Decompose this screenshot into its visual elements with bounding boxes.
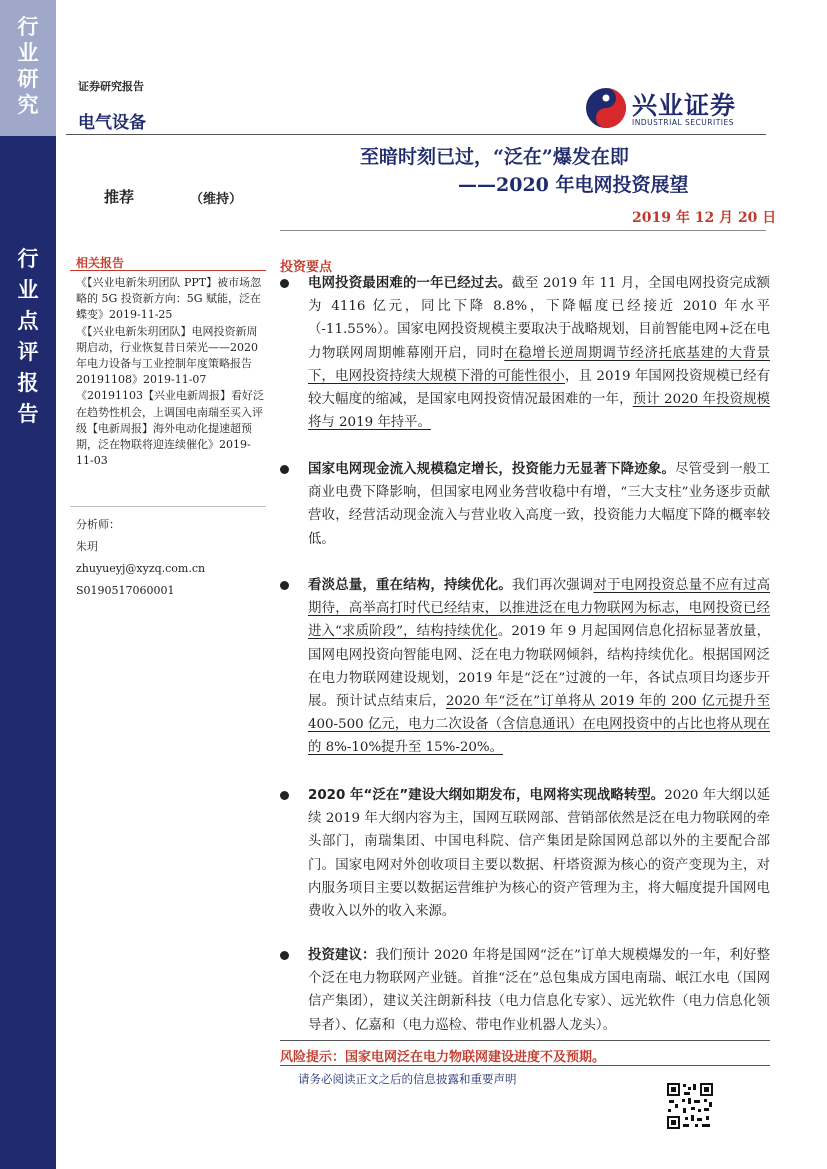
analyst-label: 分析师： [76,518,120,531]
key-point-body: 我们预计 2020 年将是国网“泛在”订单大规模爆发的一年，利好整个泛在电力物联网产业链。首推“泛在”总包集成方国电南瑞、岷江水电（国网信产集团），建议关注朗新科技（电力信息化专家）、远光软件（电力信息化领导者）、亿嘉和（电力巡检、带电作业机器人龙头）。 [308,948,771,1033]
key-point-lead: 国家电网现金流入规模稳定增长，投资能力无显著下降迹象。 [308,462,676,477]
key-point-lead: 看淡总量，重在结构，持续优化。 [308,578,512,593]
related-report-item[interactable]: 《【兴业电新朱玥团队 PPT】被市场忽略的 5G 投资新方向：5G 赋能，泛在蝶变》2019-11-25 [76,276,262,322]
key-point-body: 。2019 年 9 月起国网信息化招标显著放量，国网电网投资向智能电网、泛在电力物联网倾斜，结构持续优化。根据国网泛在电力物联网建设规划，2019 年是“泛在”过渡的一年，各试点项目均逐步开展。预计试点结束后， [308,624,770,710]
bullet-icon [280,791,289,800]
sidebar-tab-char: 行 [17,15,39,39]
report-subtitle: ——2020 年电网投资展望 [458,174,689,196]
key-point-body: 尽管受到一般工商业电费下降影响，但国家电网业务营收稳中有增，“三大支柱”业务逐步贡献营收，经营活动现金流入与营业收入高度一致，投资能力大幅度下降的概率较低。 [308,462,771,547]
key-point-1 [280,272,770,434]
analyst-divider [70,506,266,507]
company-logo-subtext: INDUSTRIAL SECURITIES [632,118,734,127]
risk-divider-bottom [280,1065,770,1066]
sidebar-tab-bottom-label [0,244,56,430]
sidebar-tab-char: 报 [17,371,39,395]
key-point-4 [280,784,770,923]
key-point-underlined: 在稳增长逆周期调节经济托底基建的大背景下，电网投资持续大规模下滑的可能性很小 [308,345,770,384]
key-point-text [308,272,770,434]
sidebar-tab-char: 研 [17,67,39,91]
disclaimer-footer: 请务必阅读正文之后的信息披露和重要声明 [298,1072,517,1086]
analyst-license: S0190517060001 [76,584,175,597]
bullet-icon [280,465,289,474]
bullet-icon [280,279,289,288]
header-divider [66,134,766,135]
key-point-text [308,458,770,551]
related-reports-heading: 相关报告 [76,256,125,270]
related-report-item[interactable]: 《【兴业电新朱玥团队】电网投资新周期启动，行业恢复昔日荣光——2020 年电力设备与工业控制年度策略报告 20191108》2019-11-07 [76,324,258,387]
company-logo-icon [584,86,628,130]
sidebar-tab-bottom [0,136,56,1169]
key-point-underlined: 对于电网投资总量不应有过高期待，高举高打时代已经结束，以推进泛在电力物联网为标志，电网投资已经进入“求质阶段”，结构持续优化 [308,578,771,640]
key-point-body: 我们再次强调 [511,578,594,593]
key-point-3 [280,574,770,760]
related-report-item[interactable]: 《20191103【兴业电新周报】看好泛在趋势性机会，上调国电南瑞至买入评级【电新周报】海外电动化提速超预期，泛在物联将迎连续催化》2019-11-03 [76,389,264,468]
key-point-5 [280,944,770,1037]
date-divider [280,230,766,231]
key-point-lead: 投资建议： [308,948,376,963]
rating-label: 推荐 [104,188,135,206]
bullet-icon [280,951,289,960]
company-logo-text: 兴业证券 [632,91,737,120]
key-point-body: 截至 2019 年 11 月，全国电网投资完成额为 4116 亿元，同比下降 8.8%，下降幅度已经接近 2010 年水平（-11.55%）。国家电网投资规模主要取决于战略规划，目前智能电网+泛在电力物联网周期帷幕刚开启，同时 [308,276,770,361]
report-title: 至暗时刻已过，“泛在”爆发在即 [360,146,629,168]
sidebar-tab-char: 评 [17,340,39,364]
sidebar-tab-char: 究 [17,93,39,117]
sidebar-tab-char: 点 [17,309,39,333]
sidebar-tab-char: 告 [17,402,39,426]
key-point-underlined: 预计 2020 年投资规模将与 2019 年持平。 [308,392,771,431]
related-reports-divider [70,270,266,271]
analyst-email[interactable]: zhuyueyj@xyzq.com.cn [76,562,206,575]
risk-divider-top [280,1040,770,1041]
key-point-lead: 2020 年“泛在”建设大纲如期发布，电网将实现战略转型。 [308,788,665,803]
report-date: 2019 年 12 月 20 日 [632,210,777,226]
sector-label: 电气设备 [78,113,146,133]
key-point-text [308,784,770,923]
bullet-icon [280,581,289,590]
doc-type-label: 证券研究报告 [78,80,144,93]
sidebar-tab-top-label [0,14,56,118]
related-reports-list [76,275,264,469]
qr-code-icon[interactable] [666,1082,714,1130]
key-point-body: ，且 2019 年国网投资规模已经有较大幅度的缩减，是国家电网投资情况最困难的一年， [308,368,771,408]
sidebar-tab-char: 行 [17,247,39,271]
analyst-name: 朱玥 [76,540,98,553]
key-point-underlined: 2020 年“泛在”订单将从 2019 年的 200 亿元提升至 400-500 亿元，电力二次设备（含信息通讯）在电网投资中的占比也将从现在的 8%-10%提升至 15%-20%。 [308,694,770,756]
sidebar-tab-char: 业 [17,278,39,302]
key-point-lead: 电网投资最困难的一年已经过去。 [308,276,512,291]
rating-note: （维持） [190,192,243,207]
key-point-body: 2020 年大纲以延续 2019 年大纲内容为主，国网互联网部、营销部依然是泛在电力物联网的牵头部门，南瑞集团、中国电科院、信产集团是除国网总部以外的主要配合部门。国家电网对外创收项目主要以数据、杆塔资源为核心的资产变现为主，对内服务项目主要以数据运营维护为核心的资产管理为主，将大幅度提升国网电费收入以外的收入来源。 [308,788,770,920]
key-point-2 [280,458,770,551]
analyst-block [76,514,264,602]
key-points-heading: 投资要点 [280,260,333,275]
sidebar-tab-top [0,0,56,136]
key-point-text [308,574,770,760]
key-point-text [308,944,770,1037]
sidebar-tab-char: 业 [17,41,39,65]
risk-warning: 风险提示：国家电网泛在电力物联网建设进度不及预期。 [280,1050,606,1065]
